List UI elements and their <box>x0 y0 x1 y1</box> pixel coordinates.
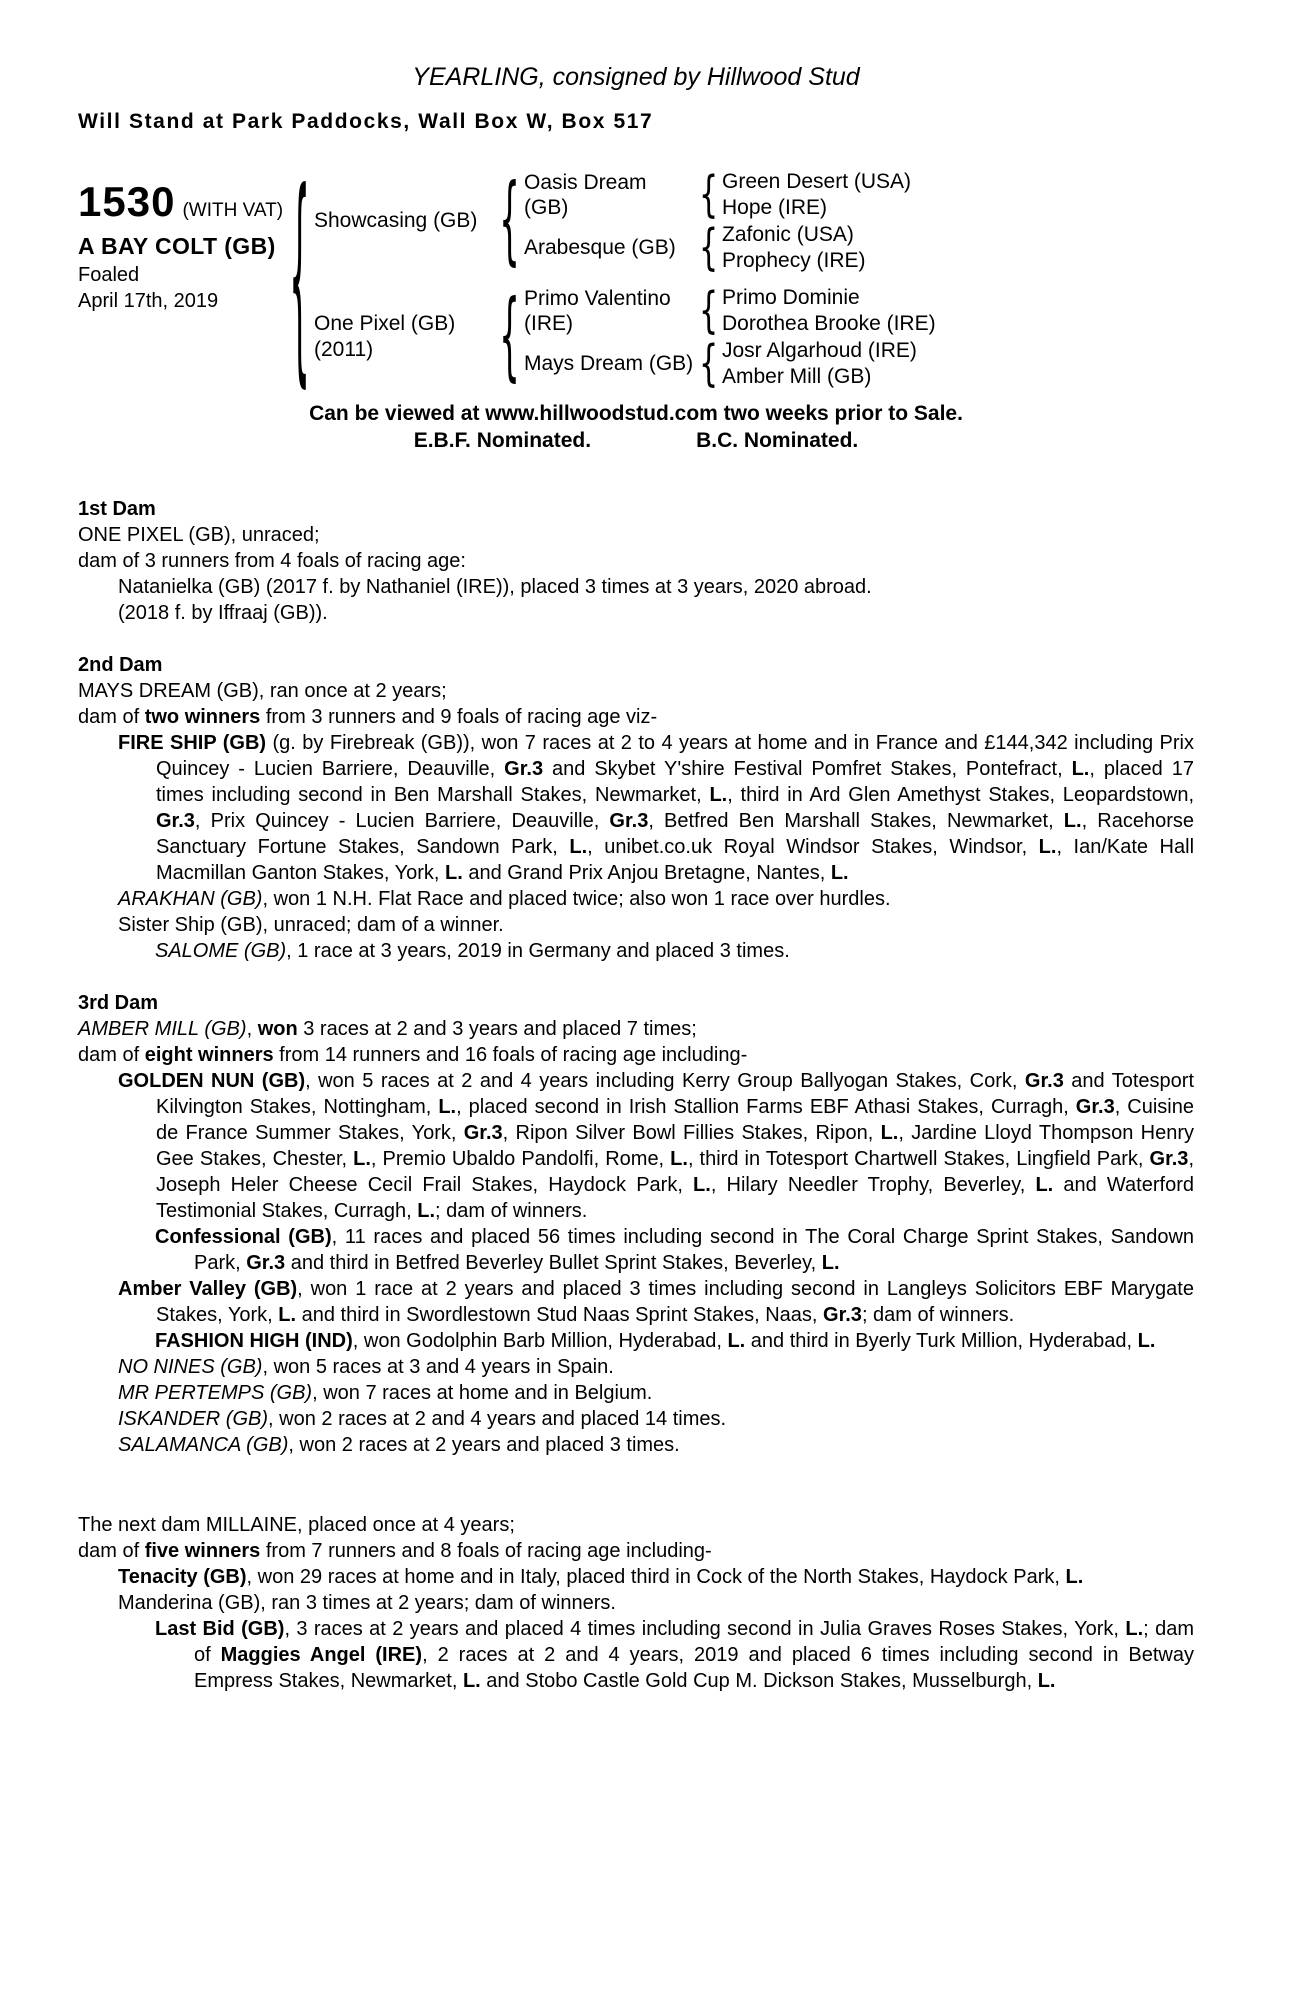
produce-record: SALAMANCA (GB), won 2 races at 2 years and placed 3 times. <box>118 1434 680 1456</box>
great-grandsire-name: Primo Dominie <box>722 285 860 309</box>
consignment-header: YEARLING, consigned by Hillwood Stud <box>412 63 860 91</box>
sire-branch <box>314 165 1194 277</box>
produce-record: AMBER MILL (GB), won 3 races at 2 and 3 years and placed 7 times; <box>78 1018 697 1040</box>
pedigree-brace-grandsire: { <box>699 282 719 339</box>
produce-record: Manderina (GB), ran 3 times at 2 years; dam of winners. <box>118 1592 616 1614</box>
foaled-date: April 17th, 2019 <box>78 290 219 312</box>
produce-record: ISKANDER (GB), won 2 races at 2 and 4 years and placed 14 times. <box>118 1408 727 1430</box>
dam-year: (2011) <box>314 338 374 361</box>
great-grandsire-name: Josr Algarhoud (IRE) <box>722 338 917 362</box>
produce-record: dam of eight winners from 14 runners and 16 foals of racing age including- <box>78 1044 748 1066</box>
produce-record: NO NINES (GB), won 5 races at 3 and 4 years in Spain. <box>118 1356 614 1378</box>
produce-record: MAYS DREAM (GB), ran once at 2 years; <box>78 680 447 702</box>
dam-section <box>78 652 1194 964</box>
stand-location-header: Will Stand at Park Paddocks, Wall Box W, Box 517 <box>78 110 654 133</box>
produce-record: dam of five winners from 7 runners and 8 foals of racing age including- <box>78 1540 712 1562</box>
pedigree-brace-main: { <box>289 148 311 410</box>
section-heading: 3rd Dam <box>78 992 159 1014</box>
great-granddam-name: Prophecy (IRE) <box>722 248 866 272</box>
dam-section <box>78 496 1194 626</box>
produce-record: FASHION HIGH (IND), won Godolphin Barb Million, Hyderabad, L. and third in Byerly Turk Million, Hyderabad, L. <box>155 1330 1156 1352</box>
section-heading: 2nd Dam <box>78 654 163 676</box>
produce-record: Confessional (GB), 11 races and placed 56 times including second in The Coral Charge Sprint Stakes, Sandown Park, Gr.3 and third in Betfred Beverley Bullet Sprint Stakes, Beverley, L. <box>155 1226 1195 1274</box>
great-granddam-name: Dorothea Brooke (IRE) <box>722 311 936 335</box>
granddam-name: Arabesque (GB) <box>524 236 676 259</box>
produce-record: The next dam MILLAINE, placed once at 4 years; <box>78 1514 515 1536</box>
great-grandsire-name: Green Desert (USA) <box>722 169 912 193</box>
produce-record: (2018 f. by Iffraaj (GB)). <box>118 602 328 624</box>
lot-number: 1530 <box>78 178 176 225</box>
dam-name: One Pixel (GB) <box>314 312 456 335</box>
produce-record: Last Bid (GB), 3 races at 2 years and placed 4 times including second in Julia Graves Roses Stakes, York, L.; dam of Maggies Angel (IRE), 2 races at 2 and 4 years, 2019 and placed 6 times including second in Betway Empress Stakes, Newmarket, L. and Stobo Castle Gold Cup M. Dickson Stakes, Musselburgh, L. <box>155 1618 1195 1692</box>
granddam-name: Mays Dream (GB) <box>524 352 694 375</box>
produce-record: GOLDEN NUN (GB), won 5 races at 2 and 4 years including Kerry Group Ballyogan Stakes, Cork, Gr.3 and Totesport Kilvington Stakes, Nottingham, L., placed second in Irish Stallion Farms EBF Athasi Stakes, Curragh, Gr.3, Cuisine de France Summer Stakes, York, Gr.3, Ripon Silver Bowl Fillies Stakes, Ripon, L., Jardine Lloyd Thompson Henry Gee Stakes, Chester, L., Premio Ubaldo Pandolfi, Rome, L., third in Totesport Chartwell Stakes, Lingfield Park, Gr.3, Joseph Heler Cheese Cecil Frail Stakes, Haydock Park, L., Hilary Needler Trophy, Beverley, L. and Waterford Testimonial Stakes, Curragh, L.; dam of winners. <box>118 1070 1195 1222</box>
produce-record: Amber Valley (GB), won 1 race at 2 years and placed 3 times including second in Langleys Solicitors EBF Marygate Stakes, York, L. and third in Swordlestown Stud Naas Sprint Stakes, Naas, Gr.3; dam of winners. <box>118 1278 1194 1326</box>
great-grandsire-name: Zafonic (USA) <box>722 222 854 246</box>
vat-note: (WITH VAT) <box>182 200 284 221</box>
pedigree-brace-sire: { <box>499 165 521 277</box>
sire-name: Showcasing (GB) <box>314 209 478 232</box>
great-granddam-name: Hope (IRE) <box>722 195 828 219</box>
foaled-label: Foaled <box>78 264 140 286</box>
viewing-notice: Can be viewed at www.hillwoodstud.com two weeks prior to Sale. <box>309 402 963 425</box>
produce-record: ARAKHAN (GB), won 1 N.H. Flat Race and placed twice; also won 1 race over hurdles. <box>118 888 891 910</box>
pedigree-table <box>78 148 1194 410</box>
dam-section <box>78 1512 1194 1694</box>
horse-name: A BAY COLT (GB) <box>78 233 276 259</box>
produce-record: dam of 3 runners from 4 foals of racing age: <box>78 550 466 572</box>
grandsire-name: Primo Valentino (IRE) <box>524 286 671 335</box>
pedigree-brace-granddam: { <box>699 335 719 392</box>
grandsire-name: Oasis Dream (GB) <box>524 170 647 219</box>
pedigree-brace-granddam: { <box>699 219 719 276</box>
bc-nominated-label: B.C. Nominated. <box>696 429 859 452</box>
pedigree-brace-grandsire: { <box>699 166 719 223</box>
produce-record: Natanielka (GB) (2017 f. by Nathaniel (IRE)), placed 3 times at 3 years, 2020 abroad. <box>118 576 872 598</box>
produce-record: ONE PIXEL (GB), unraced; <box>78 524 320 546</box>
ebf-nominated-label: E.B.F. Nominated. <box>413 429 592 452</box>
lot-info <box>78 166 286 392</box>
pedigree-brace-dam: { <box>499 281 521 393</box>
produce-record: dam of two winners from 3 runners and 9 foals of racing age viz- <box>78 706 658 728</box>
produce-record: Tenacity (GB), won 29 races at home and in Italy, placed third in Cock of the North Stakes, Haydock Park, L. <box>118 1566 1084 1588</box>
nominations-line <box>78 427 1194 454</box>
dam-branch <box>314 281 1194 393</box>
produce-record: SALOME (GB), 1 race at 3 years, 2019 in Germany and placed 3 times. <box>155 940 790 962</box>
great-granddam-name: Amber Mill (GB) <box>722 364 872 388</box>
produce-sections <box>78 496 1194 1694</box>
dam-section <box>78 990 1194 1458</box>
produce-record: FIRE SHIP (GB) (g. by Firebreak (GB)), won 7 races at 2 to 4 years at home and in France and £144,342 including Prix Quincey - Lucien Barriere, Deauville, Gr.3 and Skybet Y'shire Festival Pomfret Stakes, Pontefract, L., placed 17 times including second in Ben Marshall Stakes, Newmarket, L., third in Ard Glen Amethyst Stakes, Leopardstown, Gr.3, Prix Quincey - Lucien Barriere, Deauville, Gr.3, Betfred Ben Marshall Stakes, Newmarket, L., Racehorse Sanctuary Fortune Stakes, Sandown Park, L., unibet.co.uk Royal Windsor Stakes, Windsor, L., Ian/Kate Hall Macmillan Ganton Stakes, York, L. and Grand Prix Anjou Bretagne, Nantes, L. <box>118 732 1195 884</box>
produce-record: MR PERTEMPS (GB), won 7 races at home and in Belgium. <box>118 1382 653 1404</box>
produce-record: Sister Ship (GB), unraced; dam of a winner. <box>118 914 504 936</box>
section-heading: 1st Dam <box>78 498 156 520</box>
